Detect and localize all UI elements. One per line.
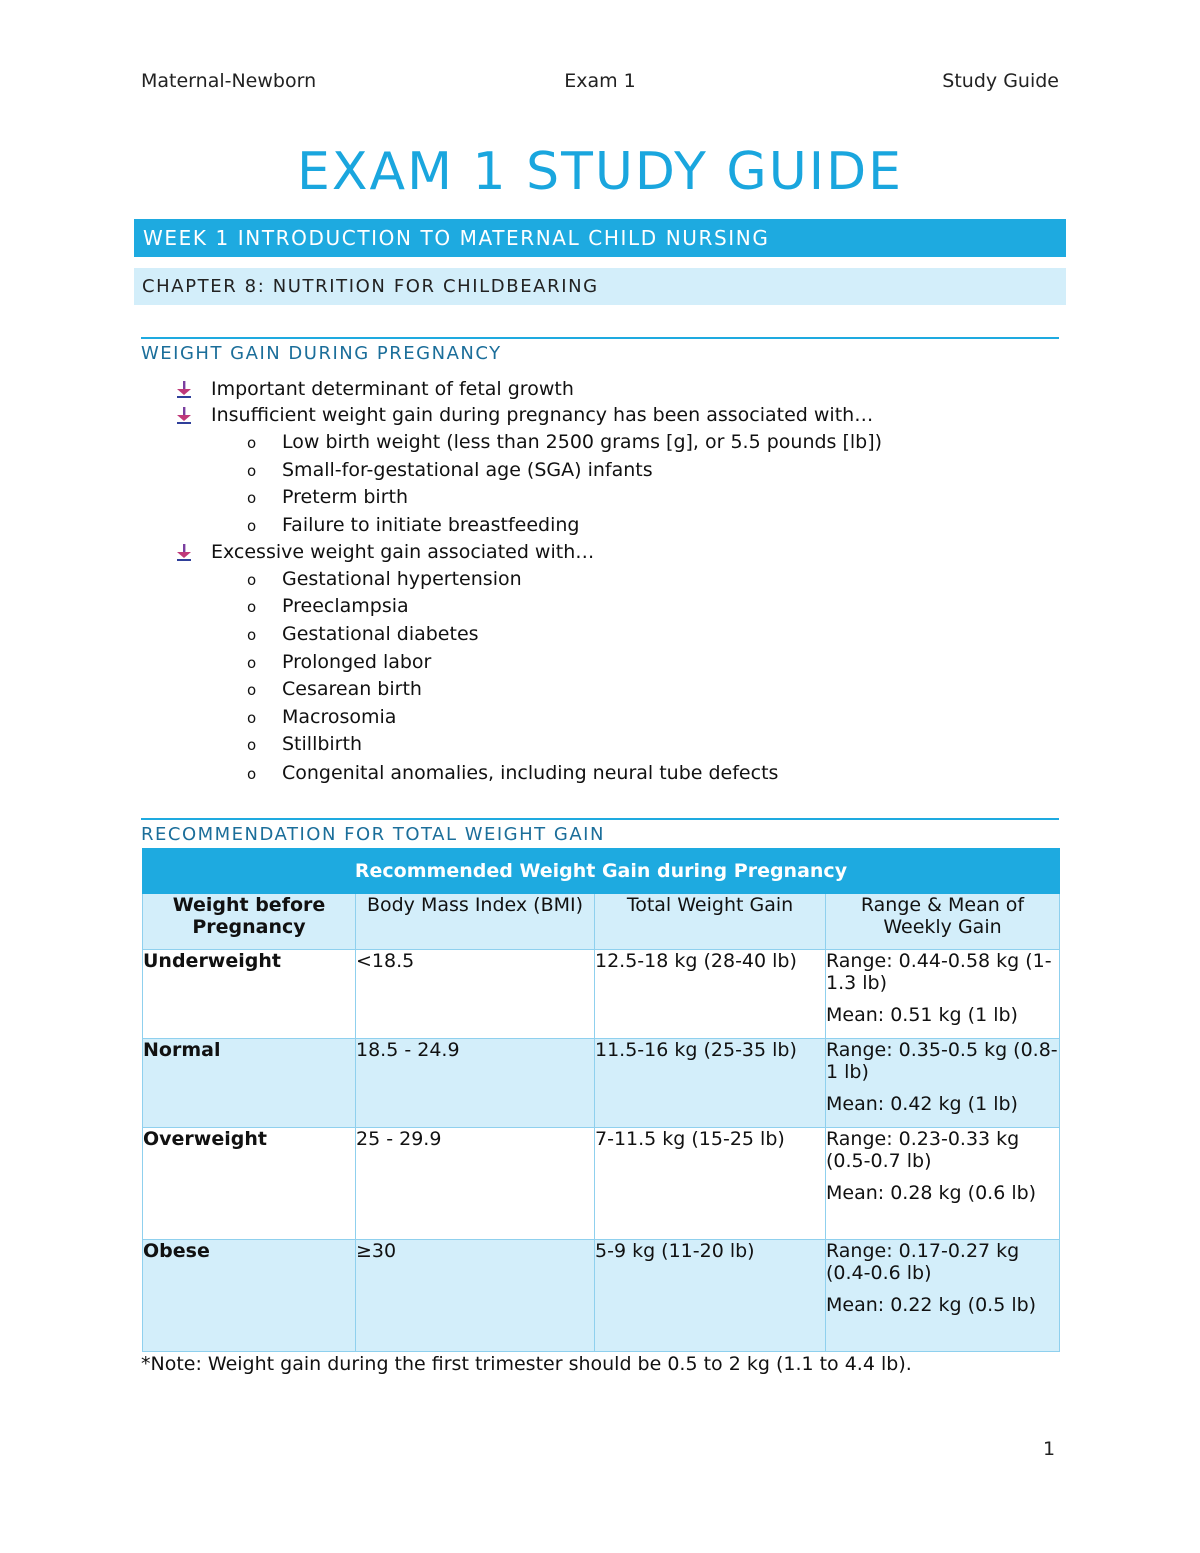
- circle-bullet-icon: o: [247, 434, 257, 452]
- header-right: Study Guide: [942, 70, 1059, 92]
- table-cell: Normal: [143, 1039, 356, 1128]
- circle-bullet-icon: o: [247, 517, 257, 535]
- table-row: [143, 950, 1060, 1039]
- table-cell: Overweight: [143, 1128, 356, 1240]
- circle-bullet-icon: o: [247, 598, 257, 616]
- page-header: [141, 70, 1059, 96]
- header-center: Exam 1: [564, 70, 636, 92]
- circle-bullet-icon: o: [247, 681, 257, 699]
- weekly-mean: Mean: 0.28 kg (0.6 lb): [826, 1182, 1037, 1204]
- table-row: [143, 1240, 1060, 1352]
- document-title: EXAM 1 STUDY GUIDE: [297, 142, 903, 202]
- table-header-row: [143, 894, 1060, 950]
- section-divider: [141, 818, 1059, 820]
- circle-bullet-icon: o: [247, 765, 257, 783]
- table-cell: [826, 1240, 1060, 1352]
- circle-bullet-icon: o: [247, 571, 257, 589]
- table-cell: 7-11.5 kg (15-25 lb): [595, 1128, 826, 1240]
- sub-list-item: Preterm birth: [282, 486, 409, 508]
- circle-bullet-icon: o: [247, 654, 257, 672]
- table-cell: Underweight: [143, 950, 356, 1039]
- circle-bullet-icon: o: [247, 736, 257, 754]
- week-heading: WEEK 1 INTRODUCTION TO MATERNAL CHILD NURSING: [134, 219, 1066, 257]
- page-number: 1: [1043, 1438, 1056, 1460]
- circle-bullet-icon: o: [247, 709, 257, 727]
- arrow-bullet-icon: [176, 407, 192, 425]
- sub-list-item: Cesarean birth: [282, 678, 422, 700]
- sub-list-item: Macrosomia: [282, 706, 397, 728]
- section-heading: RECOMMENDATION FOR TOTAL WEIGHT GAIN: [141, 824, 605, 845]
- column-header: Body Mass Index (BMI): [356, 894, 595, 950]
- column-header: Total Weight Gain: [595, 894, 826, 950]
- sub-list-item: Gestational diabetes: [282, 623, 479, 645]
- sub-list-item: Prolonged labor: [282, 651, 432, 673]
- chapter-heading: CHAPTER 8: NUTRITION FOR CHILDBEARING: [134, 268, 1066, 305]
- list-item: Excessive weight gain associated with…: [211, 541, 595, 563]
- table-row: [143, 1128, 1060, 1240]
- weekly-range: Range: 0.23-0.33 kg (0.5-0.7 lb): [826, 1128, 1020, 1172]
- weekly-mean: Mean: 0.51 kg (1 lb): [826, 1004, 1018, 1026]
- table-cell: ≥30: [356, 1240, 595, 1352]
- table-cell: [826, 950, 1060, 1039]
- weekly-range: Range: 0.35-0.5 kg (0.8-1 lb): [826, 1039, 1058, 1083]
- arrow-bullet-icon: [176, 544, 192, 562]
- arrow-bullet-icon: [176, 381, 192, 399]
- table-cell: 5-9 kg (11-20 lb): [595, 1240, 826, 1352]
- weekly-mean: Mean: 0.42 kg (1 lb): [826, 1093, 1018, 1115]
- weekly-range: Range: 0.44-0.58 kg (1-1.3 lb): [826, 950, 1052, 994]
- table-caption: Recommended Weight Gain during Pregnancy: [143, 849, 1060, 894]
- sub-list-item: Failure to initiate breastfeeding: [282, 514, 580, 536]
- table-cell: [826, 1128, 1060, 1240]
- table-cell: <18.5: [356, 950, 595, 1039]
- column-header: Range & Mean of Weekly Gain: [826, 894, 1060, 950]
- table-row: [143, 1039, 1060, 1128]
- circle-bullet-icon: o: [247, 462, 257, 480]
- circle-bullet-icon: o: [247, 626, 257, 644]
- section-divider: [141, 337, 1059, 339]
- circle-bullet-icon: o: [247, 489, 257, 507]
- section-heading: WEIGHT GAIN DURING PREGNANCY: [141, 343, 502, 364]
- sub-list-item: Stillbirth: [282, 733, 362, 755]
- table-cell: 18.5 - 24.9: [356, 1039, 595, 1128]
- sub-list-item: Small-for-gestational age (SGA) infants: [282, 459, 653, 481]
- table-cell: [826, 1039, 1060, 1128]
- sub-list-item: Congenital anomalies, including neural tube defects: [282, 762, 779, 784]
- list-item: Insufficient weight gain during pregnancy has been associated with…: [211, 404, 874, 426]
- table-note: *Note: Weight gain during the first trimester should be 0.5 to 2 kg (1.1 to 4.4 lb).: [141, 1353, 912, 1375]
- sub-list-item: Gestational hypertension: [282, 568, 522, 590]
- table-cell: 11.5-16 kg (25-35 lb): [595, 1039, 826, 1128]
- sub-list-item: Low birth weight (less than 2500 grams [g], or 5.5 pounds [lb]): [282, 431, 883, 453]
- table-cell: Obese: [143, 1240, 356, 1352]
- sub-list-item: Preeclampsia: [282, 595, 409, 617]
- column-header: Weight before Pregnancy: [143, 894, 356, 950]
- table-cell: 25 - 29.9: [356, 1128, 595, 1240]
- weekly-range: Range: 0.17-0.27 kg (0.4-0.6 lb): [826, 1240, 1020, 1284]
- list-item: Important determinant of fetal growth: [211, 378, 574, 400]
- weekly-mean: Mean: 0.22 kg (0.5 lb): [826, 1294, 1037, 1316]
- weight-gain-table: [142, 848, 1060, 1352]
- table-cell: 12.5-18 kg (28-40 lb): [595, 950, 826, 1039]
- header-left: Maternal-Newborn: [141, 70, 317, 92]
